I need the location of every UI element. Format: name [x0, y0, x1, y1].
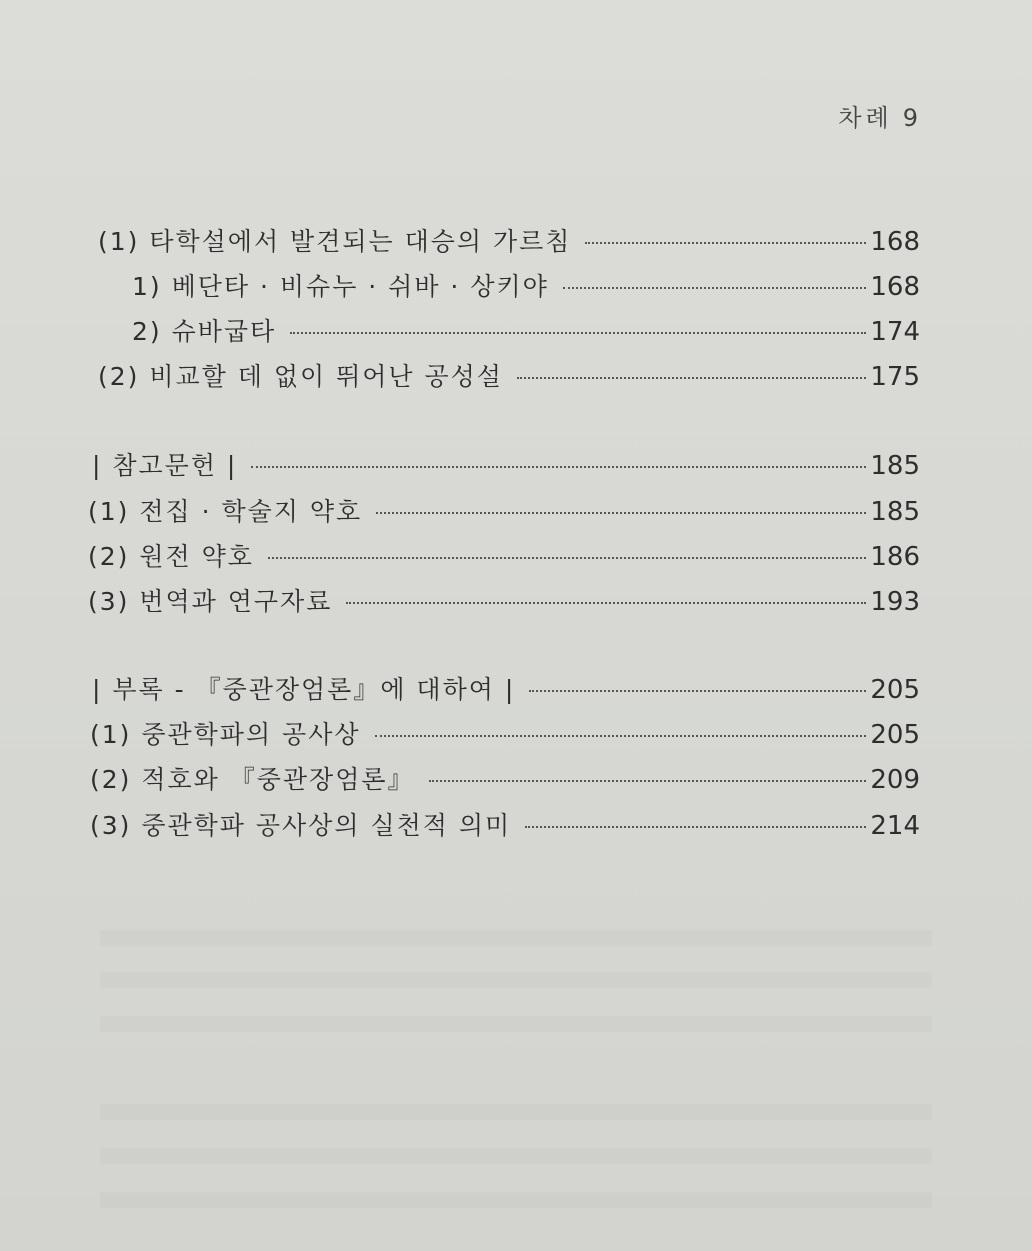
toc-entry: [90, 806, 920, 846]
running-header: [838, 98, 922, 133]
toc-entry-page: 193: [870, 587, 920, 617]
toc-leader-dots: [268, 557, 866, 559]
toc-entry-title: (3) 중관학파 공사상의 실천적 의미: [90, 811, 512, 840]
bleed-through-shadow: [100, 930, 932, 946]
toc-entry-title: (3) 번역과 연구자료: [88, 587, 333, 616]
toc-entry-title: (2) 원전 약호: [88, 542, 254, 571]
toc-entry-page: 186: [870, 542, 920, 572]
bleed-through-shadow: [100, 1192, 932, 1208]
toc-leader-dots: [375, 735, 867, 737]
toc-entry-page: 168: [870, 272, 920, 302]
toc-entry-page: 175: [870, 362, 920, 392]
toc-entry-title: 2) 슈바굽타: [132, 317, 277, 346]
toc-entry: [88, 582, 920, 622]
toc-entry-title: | 참고문헌 |: [92, 451, 238, 480]
toc-entry-title: (2) 적호와 『중관장엄론』: [90, 765, 415, 794]
toc-entry-page: 185: [870, 451, 920, 481]
header-label: 차례: [838, 104, 893, 132]
bleed-through-shadow: [100, 1104, 932, 1120]
bleed-through-shadow: [100, 1016, 932, 1032]
toc-entry: [98, 357, 920, 397]
toc-leader-dots: [529, 690, 866, 692]
toc-entry-title: (2) 비교할 데 없이 뛰어난 공성설: [98, 362, 503, 391]
toc-leader-dots: [525, 826, 866, 828]
toc-leader-dots: [251, 466, 866, 468]
toc-entry-title: (1) 전집 · 학술지 약호: [88, 497, 363, 526]
toc-entry-title: (1) 타학설에서 발견되는 대승의 가르침: [98, 227, 572, 256]
toc-entry: [132, 267, 920, 307]
toc-entry-page: 205: [870, 720, 920, 750]
toc-entry-title: | 부록 - 『중관장엄론』에 대하여 |: [92, 675, 516, 704]
toc-entry-page: 185: [870, 497, 920, 527]
toc-leader-dots: [429, 780, 867, 782]
toc-entry-page: 214: [870, 811, 920, 841]
toc-entry-page: 174: [870, 317, 920, 347]
toc-entry-page: 205: [870, 675, 920, 705]
toc-entry-page: 168: [870, 227, 920, 257]
toc-section-heading: [92, 670, 920, 710]
bleed-through-shadow: [100, 1148, 932, 1164]
toc-leader-dots: [517, 377, 866, 379]
header-page-number: 9: [902, 104, 922, 132]
toc-entry: [88, 492, 920, 532]
toc-entry: [98, 222, 920, 262]
toc-entry: [90, 760, 920, 800]
toc-leader-dots: [563, 287, 867, 289]
toc-entry: [132, 312, 920, 352]
toc-entry-page: 209: [870, 765, 920, 795]
toc-leader-dots: [346, 602, 866, 604]
toc-section-heading: [92, 446, 920, 486]
toc-entry: [90, 715, 920, 755]
toc-entry-title: 1) 베단타 · 비슈누 · 쉬바 · 상키야: [132, 272, 549, 301]
toc-entry: [88, 537, 920, 577]
toc-leader-dots: [376, 512, 866, 514]
toc-leader-dots: [585, 242, 866, 244]
bleed-through-shadow: [100, 972, 932, 988]
toc-leader-dots: [290, 332, 866, 334]
toc-entry-title: (1) 중관학파의 공사상: [90, 720, 361, 749]
